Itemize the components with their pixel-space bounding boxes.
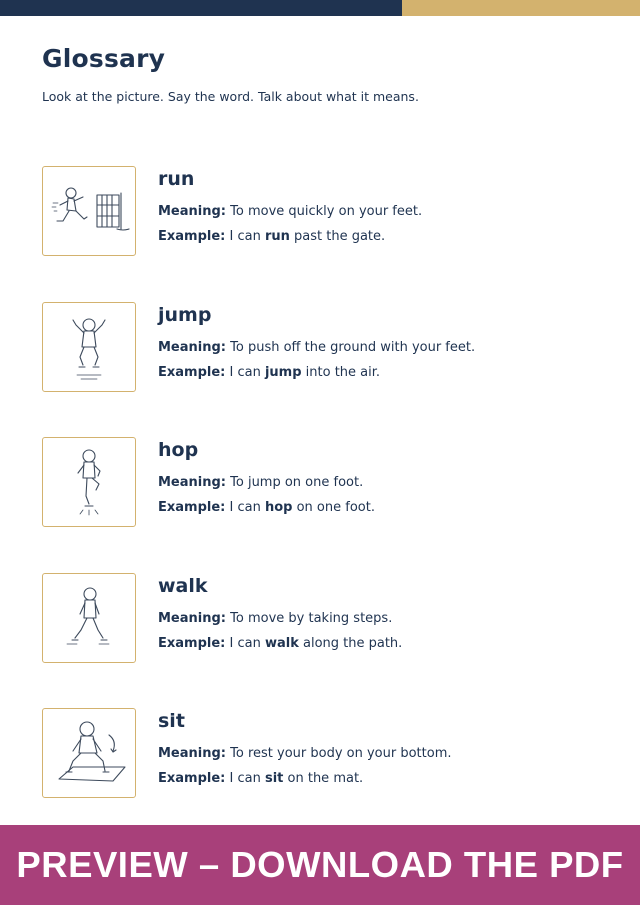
entry-word: jump: [158, 304, 212, 326]
entry-image-frame: [42, 573, 136, 663]
example-text-after: along the path.: [298, 636, 403, 651]
entry-word: hop: [158, 439, 199, 461]
example-label: Example:: [158, 229, 226, 244]
meaning-text: To rest your body on your bottom.: [230, 746, 452, 761]
entry-meaning: [158, 204, 422, 219]
example-text-before: I can: [229, 636, 265, 651]
example-keyword: walk: [264, 636, 299, 651]
entry-example: [158, 365, 380, 380]
banner-text: PREVIEW – DOWNLOAD THE PDF: [16, 844, 624, 885]
boy-walking-icon: [43, 574, 135, 662]
example-text-after: past the gate.: [289, 229, 386, 244]
entry-image-frame: [42, 302, 136, 392]
entry-word: run: [158, 168, 195, 190]
entry-meaning: [158, 746, 452, 761]
page-title: Glossary: [42, 44, 166, 73]
top-color-bar: [0, 0, 640, 16]
entry-example: [158, 500, 375, 515]
example-label: Example:: [158, 771, 226, 786]
boy-hopping-icon: [43, 438, 135, 526]
top-bar-gold-segment: [402, 0, 640, 16]
example-text-before: I can: [229, 500, 265, 515]
glossary-entry-walk: [42, 573, 602, 665]
entry-example: [158, 771, 363, 786]
entry-word: sit: [158, 710, 185, 732]
glossary-entry-jump: [42, 302, 602, 394]
entry-image-frame: [42, 437, 136, 527]
example-text-before: I can: [229, 771, 265, 786]
meaning-text: To jump on one foot.: [230, 475, 364, 490]
example-text-before: I can: [229, 229, 265, 244]
meaning-label: Meaning:: [158, 611, 226, 626]
example-keyword: run: [264, 229, 290, 244]
boy-sitting-on-mat-icon: [43, 709, 135, 797]
meaning-label: Meaning:: [158, 204, 226, 219]
boy-running-past-gate-icon: [43, 167, 135, 255]
entry-example: [158, 636, 402, 651]
entry-example: [158, 229, 385, 244]
boy-jumping-icon: [43, 303, 135, 391]
meaning-text: To move by taking steps.: [230, 611, 393, 626]
meaning-label: Meaning:: [158, 746, 226, 761]
meaning-text: To push off the ground with your feet.: [230, 340, 476, 355]
page-instructions: Look at the picture. Say the word. Talk about what it means.: [42, 89, 419, 104]
top-bar-navy-segment: [0, 0, 402, 16]
glossary-entry-hop: [42, 437, 602, 529]
example-label: Example:: [158, 636, 226, 651]
example-keyword: hop: [264, 500, 293, 515]
download-preview-banner[interactable]: [0, 825, 640, 905]
entry-image-frame: [42, 708, 136, 798]
glossary-entry-sit: [42, 708, 602, 800]
example-keyword: jump: [264, 365, 302, 380]
entry-word: walk: [158, 575, 208, 597]
glossary-entry-run: [42, 166, 602, 258]
entry-image-frame: [42, 166, 136, 256]
example-text-after: on one foot.: [292, 500, 375, 515]
example-text-after: into the air.: [301, 365, 381, 380]
meaning-text: To move quickly on your feet.: [230, 204, 423, 219]
example-label: Example:: [158, 500, 226, 515]
entry-meaning: [158, 475, 363, 490]
entry-meaning: [158, 611, 392, 626]
entry-meaning: [158, 340, 475, 355]
example-text-before: I can: [229, 365, 265, 380]
example-label: Example:: [158, 365, 226, 380]
meaning-label: Meaning:: [158, 340, 226, 355]
example-keyword: sit: [264, 771, 284, 786]
meaning-label: Meaning:: [158, 475, 226, 490]
example-text-after: on the mat.: [283, 771, 364, 786]
